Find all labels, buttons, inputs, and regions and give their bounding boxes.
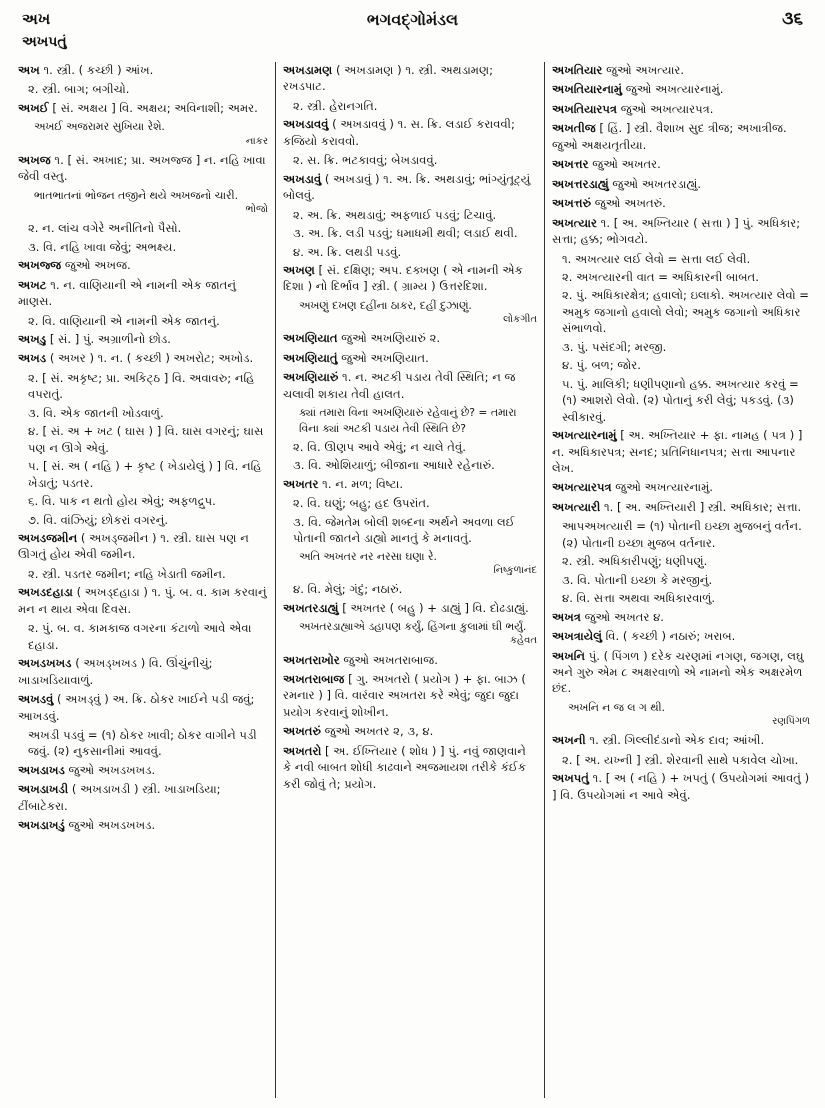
headword: અખડાખડ	[18, 762, 65, 777]
headword: અખઈ	[18, 100, 49, 115]
definition: જુઓ અખત્યાર.	[602, 63, 685, 77]
definition: ૧. ન. મળ; વિષ્ટા.	[318, 476, 404, 491]
definition: [ અ. અખ્તિયાર + ફા. નામહ ( પત્ર ) ] ન. અધિકારપત્ર; સનદ; પ્રતિનિધાનપત્ર; સત્તા આપનાર લેખ.	[552, 428, 803, 475]
citation	[283, 619, 537, 649]
citation	[18, 188, 268, 218]
dictionary-entry	[283, 350, 537, 366]
sub-sense: ૨. સ્ત્રી. અધિકારીપણું; ધણીપણું.	[562, 554, 708, 569]
definition: ( અખડ્જમીન ) ૧. સ્ત્રી. ઘાસ પણ ન ઊગતું હોય એવી જમીન.	[18, 531, 249, 562]
dictionary-entry	[283, 743, 537, 792]
headword: અખતરાખોર	[283, 652, 340, 667]
sub-sense: ૪. વિ. મેલું; ગંદું; નઠારું.	[293, 582, 403, 597]
definition: જુઓ અખતરાબાજ.	[339, 652, 438, 667]
definition: ( અખર ) ૧. ન. ( કચ્છી ) અખરોટ; અખોડ.	[46, 351, 254, 366]
headword: અખડુ	[18, 332, 47, 347]
definition: [ ગુ. અખતરો ( પ્રયોગ ) + ફા. બાઝ ( રમનાર ) ] વિ. વારંવાર અખતરા કરે એવું; જુદા જુદા પ્રયોગ કરવાનું શોખીન.	[283, 671, 526, 719]
dictionary-entry	[552, 479, 810, 495]
dictionary-entry	[18, 62, 268, 78]
column-divider	[275, 62, 276, 1098]
dictionary-entry	[552, 609, 810, 625]
citation-source: નિષ્કુળાનંદ	[493, 564, 537, 576]
sub-sense: ૩. વિ. જેમતેમ બોલી શબ્દના અર્થને અવળા લઈ પોતાની જાતને ડાહ્યો માનતું કે મનાવતું.	[293, 514, 515, 546]
headword: અખજ્જ	[18, 258, 62, 273]
sub-sense: ૩. અ. ક્રિ. લડી પડવું; ધમાધમી થવી; લડાઈ થવી.	[293, 226, 518, 241]
definition: ૧. [ સં. અખાદ; પ્રા. અખજ્જ ] ન. નહિ ખાવા જેવી વસ્તુ.	[18, 152, 266, 184]
dictionary-entry	[552, 62, 810, 78]
headword: અખત્તરું	[552, 196, 592, 211]
dictionary-entry	[552, 81, 810, 97]
dictionary-entry	[283, 723, 537, 739]
sub-sense: ૩. વિ. પોતાની ઇચ્છા કે મરજીનું.	[562, 572, 713, 587]
sub-sense: અખડી પડવું = (૧) ઠોકર ખાવી; ઠોકર વાગીને પડી જવું. (૨) નુકસાનીમાં આવવું.	[28, 727, 257, 759]
definition: ૧. [ અ ( નહિ ) + ખપતું ( ઉપયોગમાં આવતું ) ] વિ. ઉપયોગમાં ન આવે એવું.	[552, 771, 810, 802]
dictionary-entry	[283, 369, 537, 402]
headword: અખડખખડ	[18, 656, 72, 671]
definition: ( અખડાવવું ) ૧. સ. ક્રિ. લડાઈ કરાવવી; કજિયો કરાવવો.	[283, 117, 515, 148]
dictionary-entry	[552, 427, 810, 476]
headword: અખડામણ	[283, 63, 333, 77]
sub-sense: ૨. સ્ત્રી. પડતર જમીન; નહિ ખેડાતી જમીન.	[28, 566, 226, 581]
citation	[552, 700, 810, 730]
dictionary-entry	[18, 277, 268, 310]
dictionary-entry	[18, 781, 268, 814]
headword: અખણિયારું	[283, 370, 339, 385]
definition: જુઓ અખજ.	[61, 258, 131, 273]
citation	[283, 298, 537, 328]
definition: જુઓ અખડખખડ.	[64, 818, 156, 833]
definition: જુઓ અખડખખડ.	[64, 762, 156, 777]
definition: ( અખડ્ખખડ ) વિ. ઊંચુંનીચું; ખાડાખડિયાવાળું.	[18, 656, 213, 687]
definition: જુઓ અખતર.	[588, 157, 661, 172]
headword: અખતરાબાજ	[283, 671, 345, 686]
sub-sense: ૫. [ સં. અ ( નહિ ) + કૃષ્ટ ( ખેડાયેલું ) ] વિ. નહિ ખેડાતું; પડતર.	[28, 459, 262, 490]
dictionary-entry	[18, 350, 268, 366]
sub-sense: ૨. વિ. ઊણપ આવે એવું; ન ચાલે તેવું.	[293, 439, 466, 454]
sub-sense: ૧. અખત્યાર લઈ લેવો = સત્તા લઈ લેવી.	[562, 251, 751, 266]
dictionary-entry	[18, 691, 268, 724]
headword: અખડાખડી	[18, 782, 69, 797]
citation-source: લોકગીત	[503, 314, 537, 326]
definition: [ અખતર ( બહુ ) + ડાહ્યું ] વિ. દોઢડાહ્યું.	[338, 600, 529, 615]
definition: ( અખડ્વું ) અ. ક્રિ. ઠોકર ખાઈને પડી જવું; આખડવું.	[18, 692, 255, 723]
dictionary-entry	[18, 655, 268, 688]
dictionary-entry	[552, 120, 810, 153]
headword: અખટ	[18, 277, 47, 292]
citation-text: ક્યાં તમારા વિના અખણિયારું રહેવાનું છે? = તમારા વિના ક્યાં અટકી પડાય તેવી સ્થિતિ છે?	[299, 406, 517, 435]
sub-sense: ૨. અ. ક્રિ. અથડાવું; અફળાઈ પડવું; ટિચાવું.	[293, 207, 497, 222]
citation	[283, 549, 537, 579]
headword: અખડાવું	[283, 171, 322, 186]
definition: જુઓ અખતર ૪.	[580, 609, 664, 624]
dictionary-entry	[18, 100, 268, 116]
definition: ( અખડ્દહાડા ) ૧. પું. બ. વ. કામ કરવાનું મન ન થાય એવા દિવસ.	[18, 585, 267, 616]
headword: અખડદહાડા	[18, 585, 73, 600]
dictionary-entry	[283, 116, 537, 149]
column-2	[283, 62, 537, 1098]
first-guide-word: અખ	[22, 10, 51, 28]
headword: અખતિયારનામું	[552, 82, 623, 97]
sub-sense: ૨. પું. બ. વ. કામકાજ વગરના કંટાળો આવે એવા દહાડા.	[28, 621, 252, 652]
definition: જુઓ અખણિયારું ૨.	[337, 331, 441, 346]
sub-sense: ૪. [ સં. અ + ખટ ( ઘાસ ) ] વિ. ઘાસ વગરનું; ઘાસ પણ ન ઊગે એવું.	[28, 424, 264, 455]
definition: જુઓ અખતર ૨, ૩, ૪.	[320, 724, 434, 739]
page-header	[0, 0, 825, 58]
headword: અખતર	[283, 476, 319, 491]
sub-sense: ૨. ન. લાંચ વગેરે અનીતિનો પૈસો.	[28, 221, 182, 236]
definition: ૧. ન. વાણિયાની એ નામની એક જાતનું માણસ.	[18, 277, 237, 309]
dictionary-entry	[552, 499, 810, 515]
headword: અખજ	[18, 152, 51, 167]
citation-text: ભાતભાતનાં ભોજન તજીને થયે અખજનો ચારી.	[34, 188, 239, 202]
sub-sense: ૨. અખત્યારની વાત = અધિકારની બાબત.	[562, 269, 759, 284]
citation-text: અખનિ ન જ લ ગ થી.	[568, 700, 666, 714]
headword: અખની	[552, 733, 586, 748]
dictionary-entry	[18, 817, 268, 833]
definition: ( અખડાખડી ) સ્ત્રી. ખાડાખડિયા; ટીંબાટેકરા.	[18, 782, 221, 813]
definition: ૧. સ્ત્રી. ( કચ્છી ) આંખ.	[39, 63, 154, 77]
headword: અખતિયાર	[552, 63, 603, 77]
definition: [ અ. ઈખ્તિયાર ( શોધ ) ] પું. નવું જાણવાને કે નવી બાબત શોધી કાઢવાને અજમાયશ તરીકે કંઈક કરી જોવું તે; પ્રયોગ.	[283, 743, 527, 791]
sub-sense: ૩. પું. પસંદગી; મરજી.	[562, 339, 667, 354]
sub-sense: ૨. [ અ. યખ્ની ] સ્ત્રી. શેરવાની સાથે પકાવેલ ચોખા.	[562, 752, 799, 767]
dictionary-entry	[283, 476, 537, 492]
sub-sense: ૨. સ્ત્રી. હેરાનગતિ.	[293, 98, 378, 113]
dictionary-entry	[18, 762, 268, 778]
definition: પું. ( પિંગળ ) દરેક ચરણમાં નગણ, જગણ, લઘુ અને ગુરુ એમ ૮ અક્ષરવાળો એ નામનો એક અક્ષરમેળ છંદ.	[552, 648, 804, 696]
citation-text: અખઈ અજરામર સુખિયા રેશે.	[34, 120, 165, 134]
dictionary-entry	[18, 331, 268, 347]
dictionary-entry	[552, 156, 810, 172]
sub-sense: ૬. વિ. પાક ન થતો હોય એવું; અફળદ્રુપ.	[28, 494, 216, 509]
sub-sense: ૩. વિ. નહિ ખાવા જેવું; અભક્ષ્ય.	[28, 239, 177, 254]
column-divider	[544, 62, 545, 1098]
column-3	[552, 62, 810, 1098]
definition: ૧. [ અ. અખ્તિયારી ] સ્ત્રી. અધિકાર; સત્તા.	[600, 499, 802, 514]
definition: [ સં. અક્ષય ] વિ. અક્ષય; અવિનાશી; અમર.	[48, 100, 258, 115]
dictionary-entry	[18, 152, 268, 185]
dictionary-entry	[18, 530, 268, 563]
citation-source: ભોજો	[245, 204, 268, 216]
headword: અખપતું	[552, 771, 589, 786]
headword: અખડજમીન	[18, 531, 78, 545]
definition: વિ. ( કચ્છી ) નઠારું; ખરાબ.	[602, 629, 736, 644]
column-1	[18, 62, 268, 1098]
definition: ૧. [ અ. અખ્તિયાર ( સત્તા ) ] પું. અધિકાર; સત્તા; હક્ક; ભોગવટો.	[552, 215, 801, 247]
headword: અખણ	[283, 262, 315, 277]
dictionary-entry	[552, 195, 810, 211]
dictionary-entry	[552, 732, 810, 748]
definition: ૧. ન. અટકી પડાય તેવી સ્થિતિ; ન જ ચલાવી શકાય તેવી હાલત.	[283, 370, 516, 401]
dictionary-entry	[18, 257, 268, 273]
dictionary-entry	[552, 176, 810, 192]
dictionary-entry	[283, 652, 537, 668]
citation	[283, 405, 537, 436]
headword: અખત્યારનામું	[552, 428, 617, 443]
last-guide-word: અખપતું	[22, 34, 67, 50]
dictionary-entry	[552, 101, 810, 117]
sub-sense: ૨. વિ. ઘણું; બહુ; હદ ઉપરાંત.	[293, 496, 430, 511]
dictionary-entry	[283, 171, 537, 204]
dictionary-entry	[283, 262, 537, 295]
headword: અખતરો	[283, 743, 322, 758]
sub-sense: ૨. [ સં. અકૃષ્ટ; પ્રા. અકિટ્ઠ ] વિ. અવાવરુ; નહિ વપરાતું.	[28, 370, 255, 402]
definition: [ સં. ] પું. અગ્રાળીનો છોડ.	[46, 332, 171, 347]
citation-text: અખતરડાહ્યાએ ડહાપણ કર્યું, હિંગના કુલામાં ઘી ભર્યું.	[299, 620, 527, 634]
sub-sense: ૩. વિ. ઓશિયાળું; બીજાના આધારે રહેનારું.	[293, 458, 495, 473]
definition: જુઓ અખત્યારનામું.	[622, 82, 724, 97]
sub-sense: આપઅખત્યારી = (૧) પોતાની ઇચ્છા મુજબનું વર્તન. (૨) પોતાની ઇચ્છા મુજબ વર્તનાર.	[562, 519, 802, 550]
dictionary-entry	[283, 671, 537, 720]
citation-source: નાકર	[245, 135, 268, 147]
headword: અખતિયારપત્ર	[552, 101, 618, 116]
definition: ( અખડામણ ) ૧. સ્ત્રી. અથડામણ; રખડપાટ.	[283, 63, 494, 94]
headword: અખત્તર	[552, 157, 589, 172]
citation-source: રણપિંગળ	[772, 716, 810, 728]
dictionary-entry	[552, 215, 810, 248]
dictionary-entry	[18, 584, 268, 617]
page-title: ભગવદ્ગોમંડલ	[366, 10, 459, 29]
dictionary-entry	[283, 62, 537, 95]
headword: અખડ	[18, 351, 47, 366]
dictionary-entry	[283, 600, 537, 616]
definition: જુઓ અખતરું.	[591, 196, 666, 211]
definition: [ સં. દક્ષિણ; અપ. દક્ખણ ( એ નામની એક દિશા ) નો દિર્ભાવ ] સ્ત્રી. ( ગ્રામ્ય ) ઉત્તરદિશા.	[283, 262, 523, 294]
dictionary-entry	[552, 648, 810, 697]
citation-text: અતિ અખતર નર નરસા ઘણા રે.	[299, 549, 437, 563]
headword: અખણિયાતું	[283, 350, 338, 365]
definition: ( અખડાવું ) ૧. અ. ક્રિ. અથડાવું; ભાંગ્યુંતૂટ્યું બોલવું.	[283, 171, 531, 203]
headword: અખત્યાર	[552, 215, 597, 230]
page-number: ૩૬	[782, 9, 803, 29]
sub-sense: ૪. અ. ક્રિ. લથડી પડવું.	[293, 244, 402, 259]
sub-sense: ૭. વિ. વાંઝિયું; છોકરાં વગરનું.	[28, 512, 169, 527]
sub-sense: ૨. વિ. વાણિયાની એ નામની એક જાતનું.	[28, 313, 220, 328]
citation-source: કહેવત	[509, 635, 537, 647]
definition: [ હિં. ] સ્ત્રી. વૈશાખ સુદ ત્રીજ; અખાત્રીજ. જુઓ અક્ષયતૃતીયા.	[552, 121, 787, 152]
sub-sense: ૩. વિ. એક જાતની ખોડવાળું.	[28, 405, 164, 420]
headword: અખત્ર	[552, 609, 581, 624]
headword: અખત્યારી	[552, 499, 601, 514]
headword: અખત્યારપત્ર	[552, 480, 612, 495]
sub-sense: ૪. પું. બળ; જોર.	[562, 358, 641, 373]
definition: જુઓ અખત્યારનામું.	[611, 480, 713, 495]
headword: અખતરું	[283, 724, 321, 739]
dictionary-entry	[552, 770, 810, 803]
headword: અખડાવવું	[283, 117, 329, 132]
headword: અખનિ	[552, 648, 586, 663]
headword: અખતરડાહ્યું	[283, 600, 339, 615]
definition: જુઓ અખણિયાત.	[337, 350, 429, 365]
headword: અખ	[18, 63, 40, 77]
headword: અખડાખડું	[18, 818, 65, 833]
definition: જુઓ અખતરડાહ્યું.	[608, 176, 702, 191]
sub-sense: ૨. સ. ક્રિ. ભટકાવવું; બેખડાવવું.	[293, 153, 438, 168]
dictionary-entry	[283, 330, 537, 346]
headword: અખડવું	[18, 692, 54, 707]
sub-sense: ૨. સ્ત્રી. બાગ; બગીચો.	[28, 82, 130, 97]
citation	[18, 119, 268, 149]
sub-sense: ૨. પું. અધિકારક્ષેત્ર; હવાલો; ઇલાકો. અખત્યાર લેવો = અમુક જગાનો હવાલો લેવો; અમુક જગાનો અધિકાર સંભાળવો.	[562, 288, 810, 336]
headword: અખત્તરડાહ્યું	[552, 176, 609, 191]
sub-sense: ૪. વિ. સત્તા અથવા અધિકારવાળું.	[562, 591, 716, 606]
dictionary-entry	[552, 628, 810, 644]
definition: જુઓ અખત્યારપત્ર.	[617, 101, 714, 116]
headword: અખણિયાત	[283, 331, 338, 346]
headword: અખતીજ	[552, 121, 596, 136]
headword: અખત્રાયેલું	[552, 629, 602, 644]
sub-sense: ૫. પું. માલિકી; ધણીપણાનો હક્ક. અખત્યાર કરવું = (૧) આશરો લેવો. (૨) પોતાનું કરી લેવું; પકડવું. (૩) સ્વીકારવું.	[562, 376, 799, 424]
definition: ૧. સ્ત્રી. ગિલ્લીદંડાનો એક દાવ; આંખી.	[585, 733, 765, 748]
citation-text: અખણું દખણ દહીંના ઠાકર, દહીં દુઝાણું.	[299, 298, 472, 312]
